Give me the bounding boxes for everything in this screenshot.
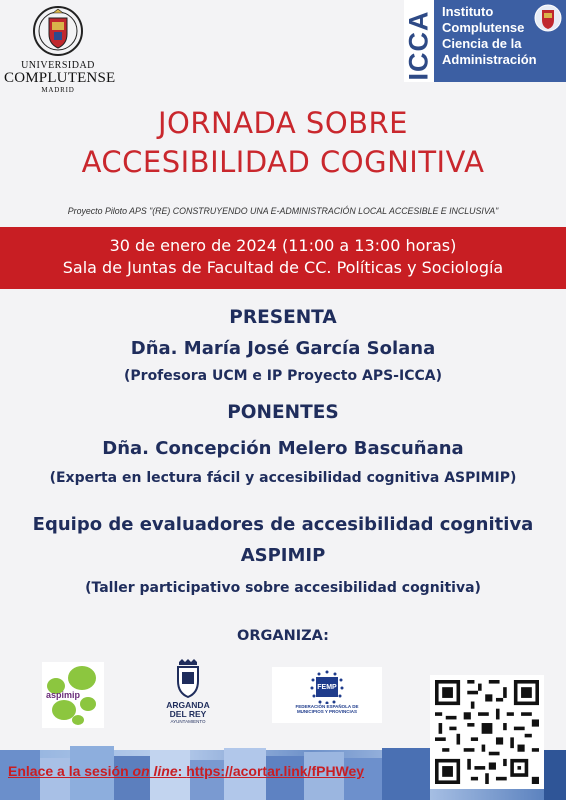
event-place: Sala de Juntas de Facultad de CC. Políticas y Sociología [62, 258, 504, 277]
event-date: 30 de enero de 2024 (11:00 a 13:00 horas) [109, 236, 457, 255]
title-line2: ACCESIBILIDAD COGNITIVA [81, 145, 485, 179]
ponentes-heading: PONENTES [227, 402, 339, 423]
femp-logo [272, 667, 382, 723]
icca-acronym: ICCA [404, 10, 434, 81]
icca-logo [404, 0, 566, 82]
ponente1-role: (Experta en lectura fácil y accesibilidad cognitiva ASPIMIP) [49, 470, 517, 486]
presenta-name: Dña. María José García Solana [130, 338, 436, 359]
date-banner [0, 227, 566, 289]
presenta-role: (Profesora UCM e IP Proyecto APS-ICCA) [124, 368, 442, 384]
arganda-line2: DEL REY [169, 709, 207, 719]
qr-code[interactable] [430, 675, 544, 789]
icca-crest-icon [534, 2, 562, 34]
presenta-heading: PRESENTA [229, 307, 337, 328]
ucm-line3: MADRID [41, 86, 75, 94]
arganda-crest-icon [173, 658, 203, 698]
qr-code-icon [435, 680, 539, 784]
arganda-logo [160, 658, 216, 734]
link-prefix: Enlace a la sesión [8, 763, 133, 779]
ponente2-role: (Taller participativo sobre accesibilidad cognitiva) [85, 580, 481, 596]
icca-line2: Complutense [442, 20, 525, 35]
icca-name [442, 4, 537, 68]
ponente2-name-line1: Equipo de evaluadores de accesibilidad cognitiva [32, 514, 534, 535]
icca-line3: Ciencia de la [442, 36, 522, 51]
title-line1: JORNADA SOBRE [157, 106, 409, 140]
arganda-line1: ARGANDA [166, 700, 210, 710]
ponente2-name-line2: ASPIMIP [240, 545, 326, 566]
link-url[interactable]: https://acortar.link/fPHWey [186, 763, 365, 779]
icca-line4: Administración [442, 52, 537, 67]
link-colon: : [177, 763, 187, 779]
icca-line1: Instituto [442, 4, 494, 19]
organiza-heading: ORGANIZA: [237, 628, 329, 644]
femp-sub1: FEDERACIÓN ESPAÑOLA DE [295, 704, 359, 709]
session-link[interactable] [8, 763, 364, 779]
ucm-line1: UNIVERSIDAD [21, 60, 95, 71]
ucm-logo [4, 4, 116, 100]
project-subtitle: Proyecto Piloto APS "(RE) CONSTRUYENDO UNA E-ADMINISTRACIÓN LOCAL ACCESIBLE E INCLUSIVA" [67, 206, 499, 216]
ucm-line2: COMPLUTENSE [4, 70, 116, 86]
link-online: on line [132, 763, 178, 779]
femp-acronym: FEMP [317, 684, 337, 691]
aspimip-logo [42, 662, 104, 728]
aspimip-text: aspimip [46, 690, 81, 700]
ponente1-name: Dña. Concepción Melero Bascuñana [102, 438, 464, 459]
arganda-line3: AYUNTAMIENTO [170, 719, 206, 724]
ucm-crest-icon [33, 4, 83, 58]
femp-sub2: MUNICIPIOS Y PROVINCIAS [296, 709, 358, 714]
